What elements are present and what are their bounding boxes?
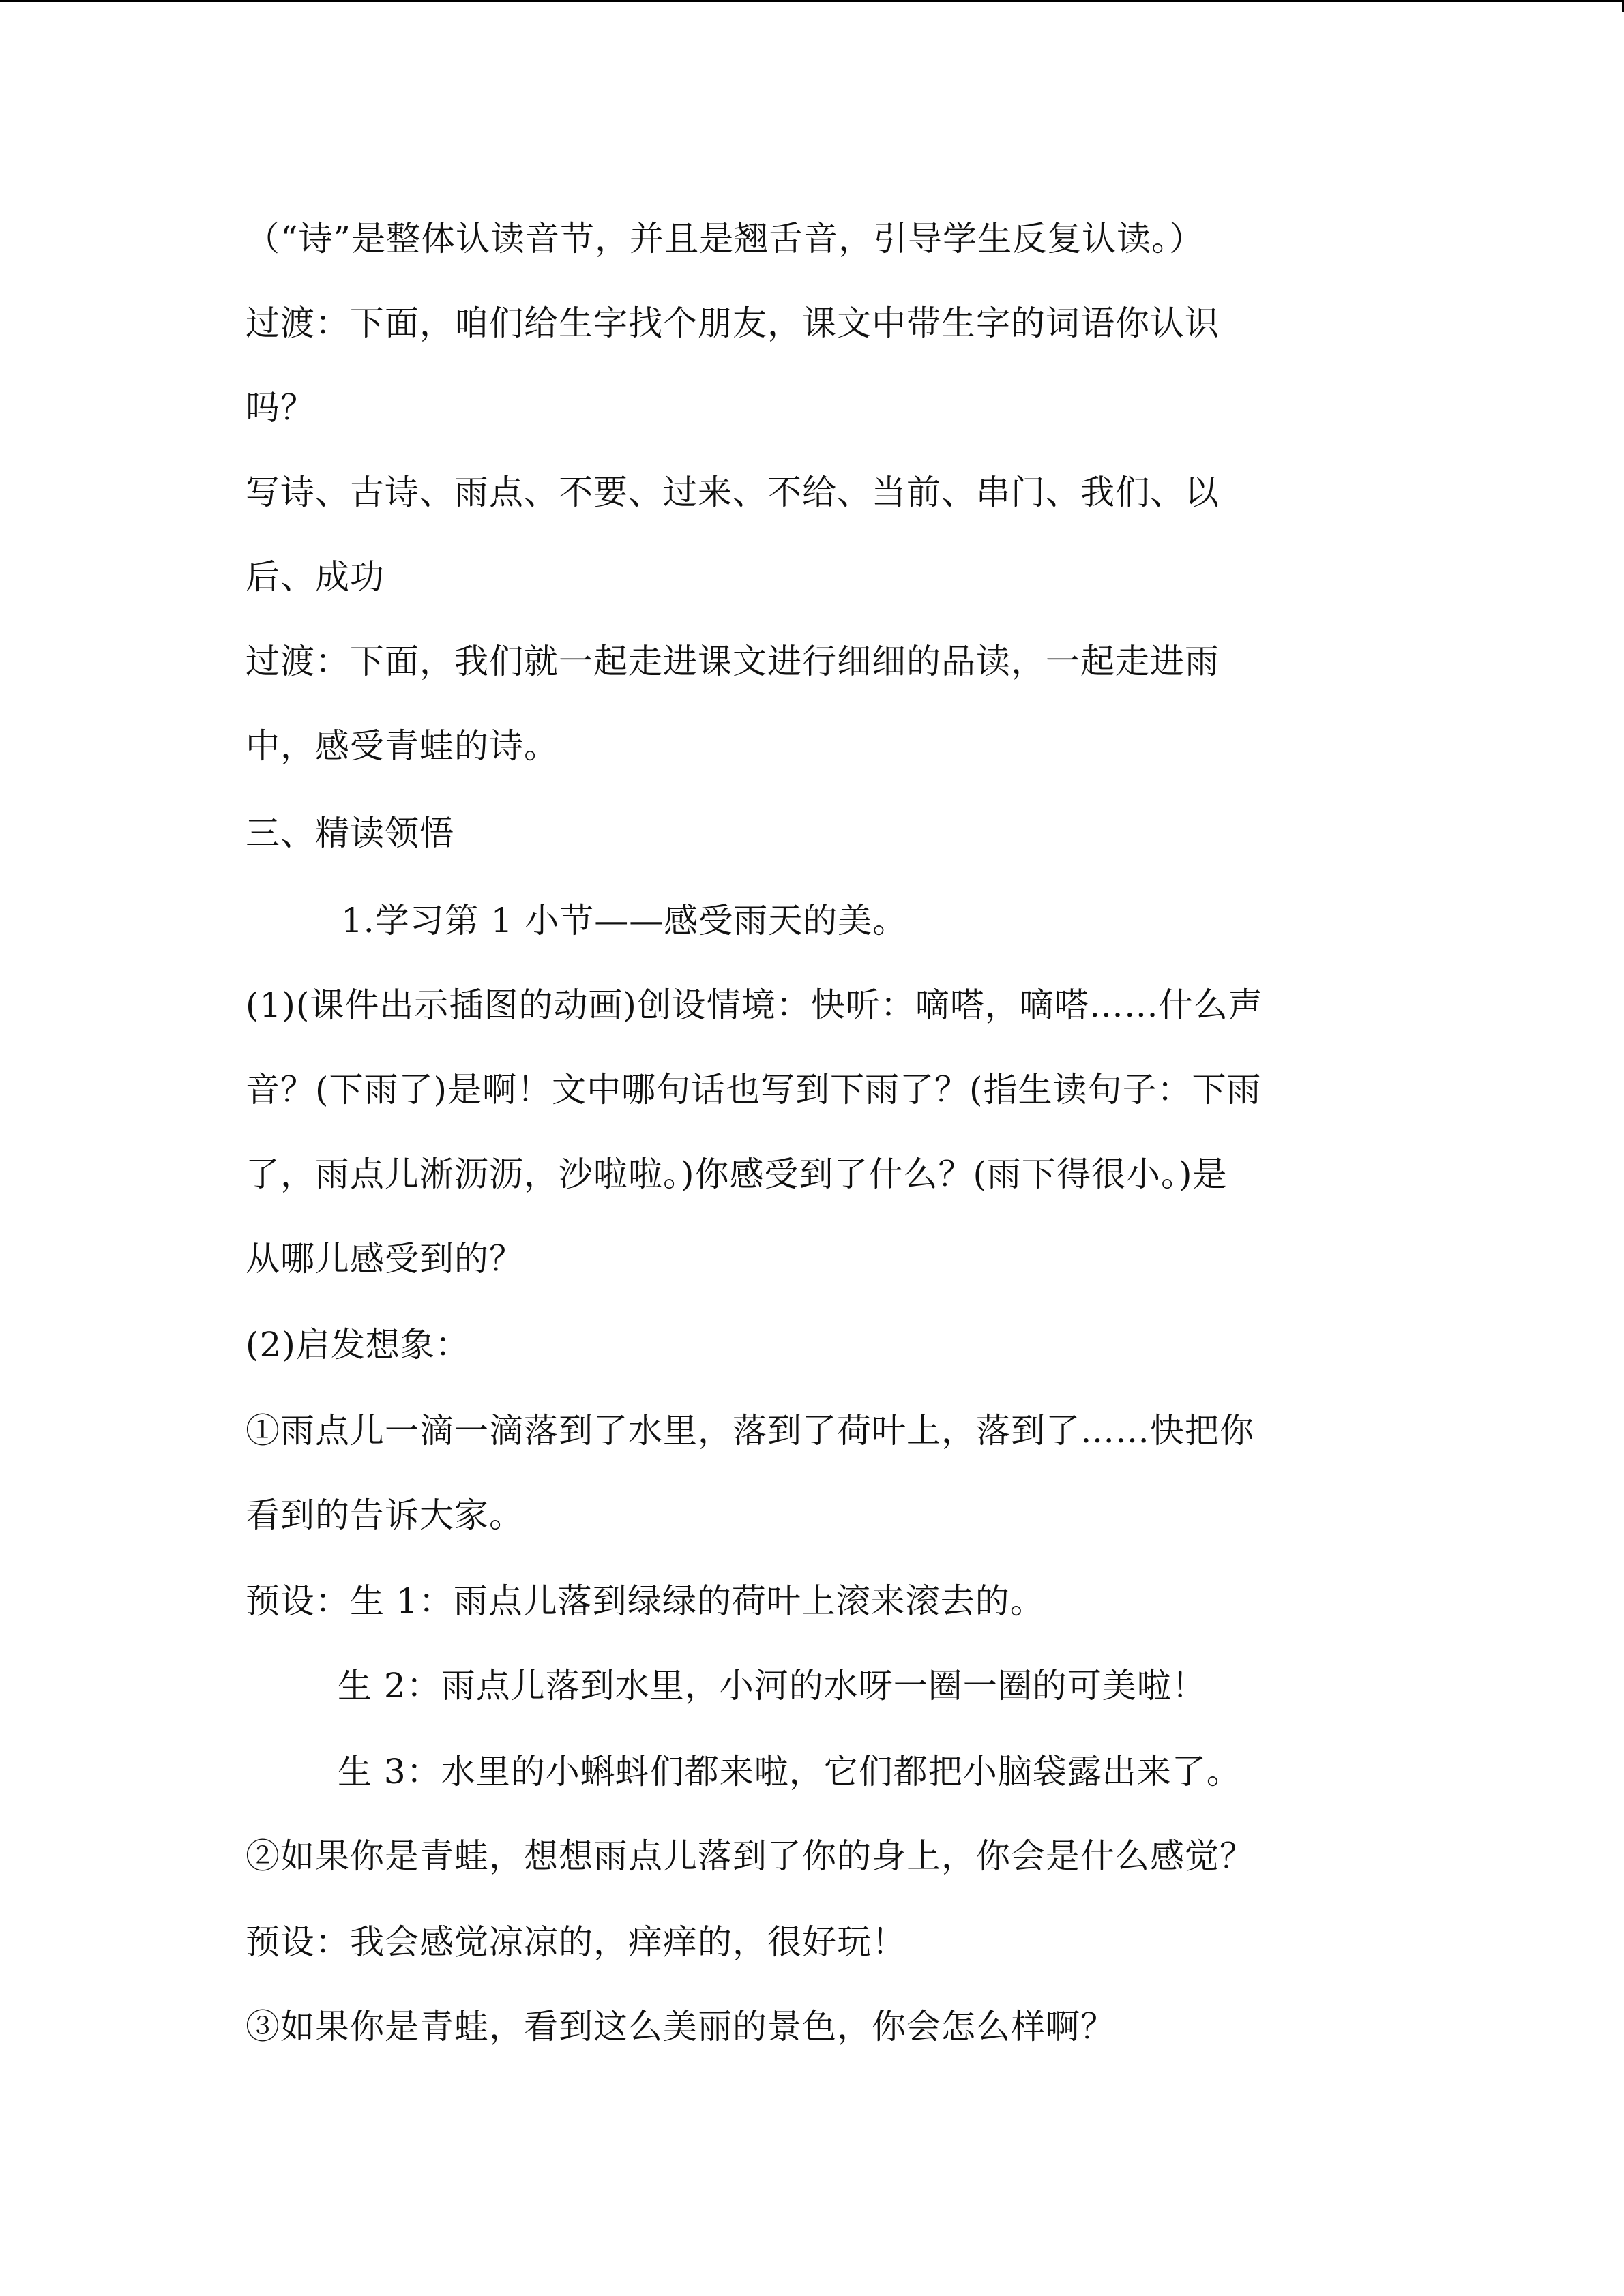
paragraph-line: （“诗”是整体认读音节，并且是翘舌音，引导学生反复认读。） (246, 219, 1205, 258)
paragraph-line: 生 2：雨点儿落到水里，小河的水呀一圈一圈的可美啦！ (338, 1666, 1207, 1705)
paragraph-line: 过渡：下面，咱们给生字找个朋友，课文中带生字的词语你认识 (246, 303, 1220, 343)
paragraph-line: 后、成功 (246, 557, 385, 597)
paragraph-line: (1)(课件出示插图的动画)创设情境：快听：嘀嗒，嘀嗒……什么声 (246, 985, 1263, 1025)
section-heading: 三、精读领悟 (246, 814, 454, 853)
paragraph-line: 生 3：水里的小蝌蚪们都来啦，它们都把小脑袋露出来了。 (338, 1752, 1241, 1791)
paragraph-line: ①雨点儿一滴一滴落到了水里，落到了荷叶上，落到了……快把你 (246, 1411, 1254, 1450)
paragraph-line: 中，感受青蛙的诗。 (246, 726, 559, 766)
paragraph-line: 预设：生 1：雨点儿落到绿绿的荷叶上滚来滚去的。 (246, 1581, 1045, 1621)
paragraph-line: 吗？ (246, 388, 315, 428)
paragraph-line: 从哪儿感受到的？ (246, 1239, 524, 1279)
paragraph-line: ②如果你是青蛙，想想雨点儿落到了你的身上，你会是什么感觉？ (246, 1836, 1254, 1876)
paragraph-line: 写诗、古诗、雨点、不要、过来、不给、当前、串门、我们、以 (246, 473, 1220, 512)
paragraph-line: 预设：我会感觉凉凉的，痒痒的，很好玩！ (246, 1922, 906, 1962)
paragraph-line: 看到的告诉大家。 (246, 1495, 524, 1535)
paragraph-line: 过渡：下面，我们就一起走进课文进行细细的品读，一起走进雨 (246, 642, 1220, 681)
paragraph-line: 音？(下雨了)是啊！文中哪句话也写到下雨了？(指生读句子：下雨 (246, 1070, 1262, 1109)
subsection-heading: 1.学习第 1 小节——感受雨天的美。 (341, 901, 908, 940)
paragraph-line: (2)启发想象： (246, 1325, 470, 1365)
paragraph-line: ③如果你是青蛙，看到这么美丽的景色，你会怎么样啊？ (246, 2007, 1115, 2046)
paragraph-line: 了，雨点儿淅沥沥，沙啦啦。)你感受到了什么？(雨下得很小。)是 (246, 1154, 1228, 1194)
